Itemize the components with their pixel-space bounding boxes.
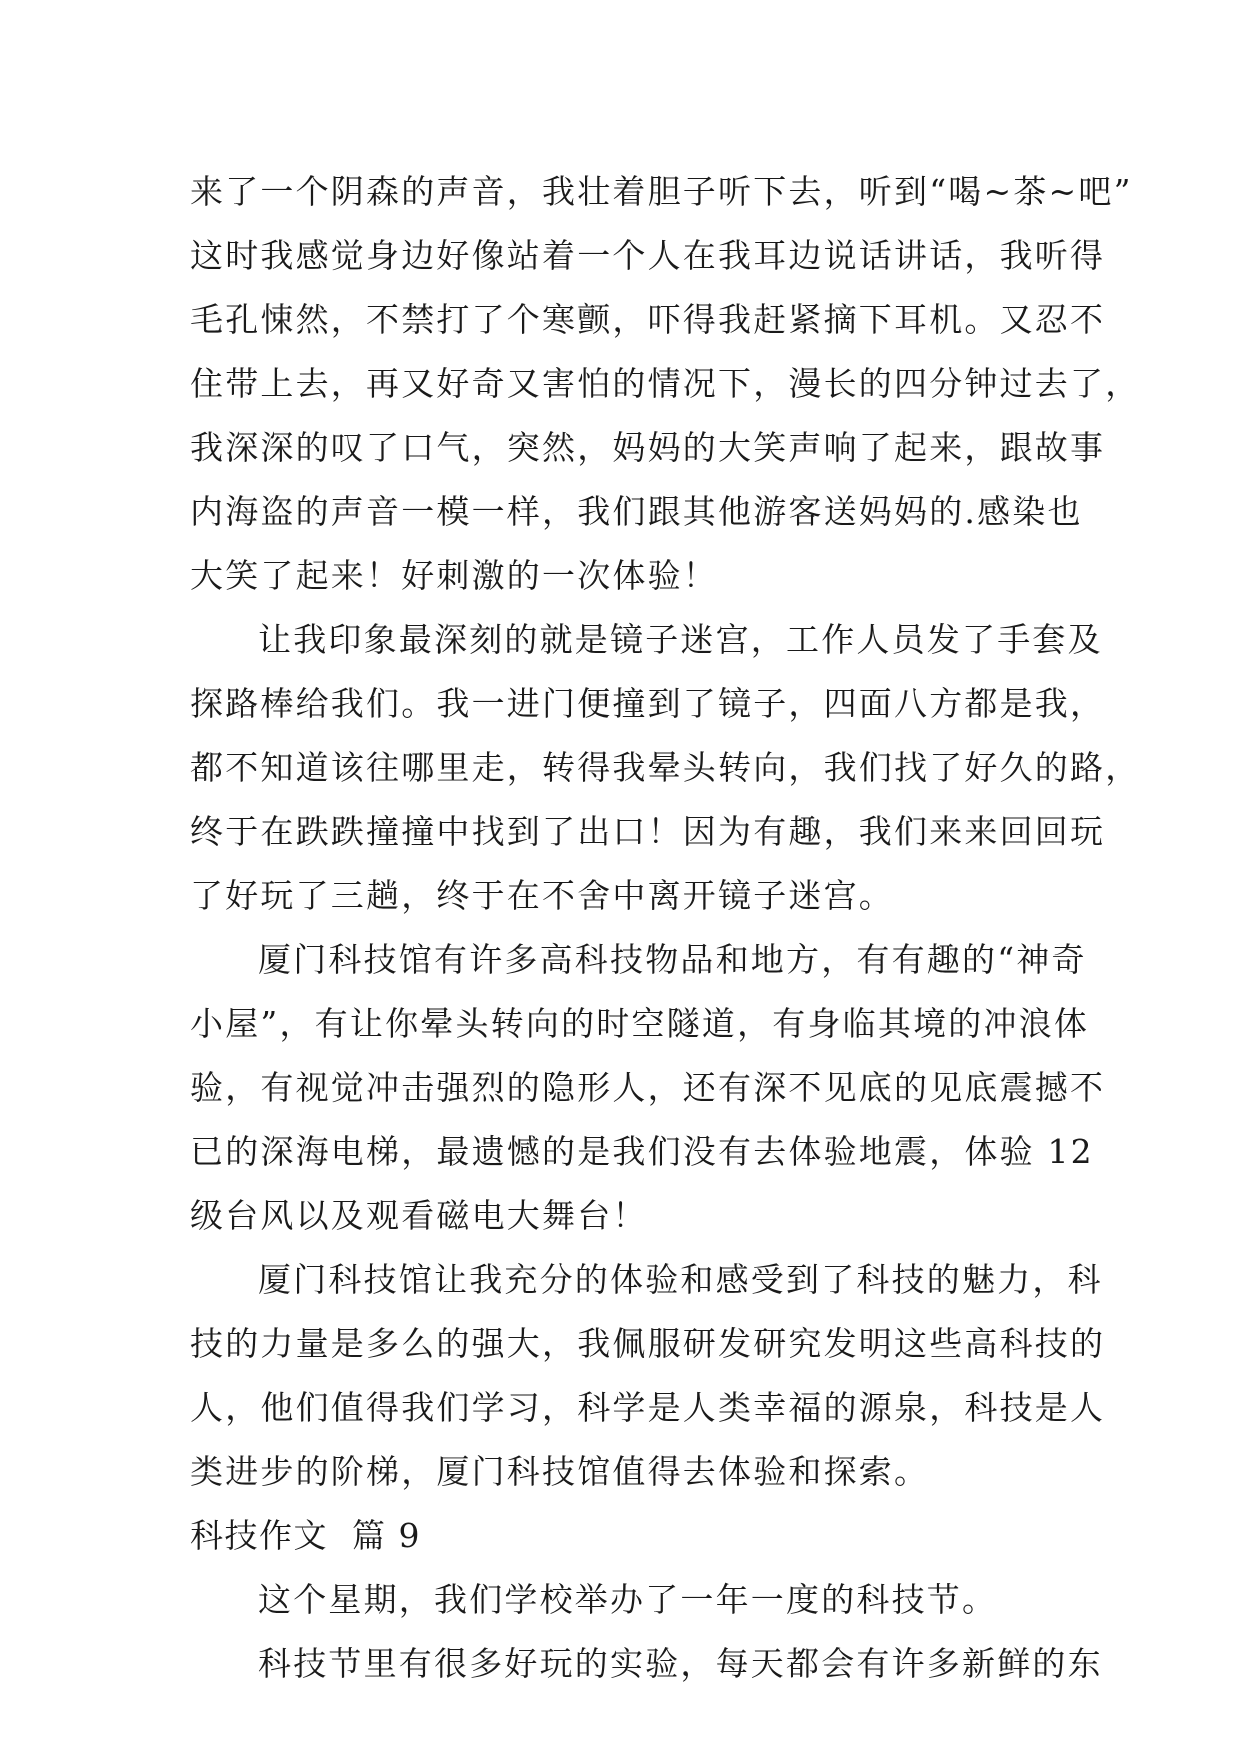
text-line: 大笑了起来！好刺激的一次体验！	[190, 556, 718, 595]
text-line: 探路棒给我们。我一进门便撞到了镜子，四面八方都是我，	[190, 684, 1106, 723]
text-line: 厦门科技馆让我充分的体验和感受到了科技的魅力，科	[258, 1260, 1103, 1299]
text-line: 类进步的阶梯，厦门科技馆值得去体验和探索。	[190, 1452, 930, 1491]
text-line: 科技节里有很多好玩的实验，每天都会有许多新鲜的东	[258, 1644, 1103, 1683]
text-line: 都不知道该往哪里走，转得我晕头转向，我们找了好久的路，	[190, 748, 1141, 787]
text-line: 级台风以及观看磁电大舞台！	[190, 1196, 648, 1235]
paragraph-continuation	[190, 160, 1141, 608]
text-line: 技的力量是多么的强大，我佩服研发研究发明这些高科技的	[190, 1324, 1106, 1363]
text-line: 内海盗的声音一模一样，我们跟其他游客送妈妈的.感染也	[190, 492, 1083, 531]
paragraph-mirror-maze	[190, 608, 1141, 928]
text-line: 我深深的叹了口气，突然，妈妈的大笑声响了起来，跟故事	[190, 428, 1106, 467]
text-line: 住带上去，再又好奇又害怕的情况下，漫长的四分钟过去了，	[190, 364, 1141, 403]
text-line: 这个星期，我们学校举办了一年一度的科技节。	[258, 1580, 998, 1619]
paragraph-next-section	[190, 1568, 1103, 1696]
text-line: 人，他们值得我们学习，科学是人类幸福的源泉，科技是人	[190, 1388, 1106, 1427]
document-body	[190, 160, 1141, 1696]
paragraph-science-museum	[190, 928, 1106, 1248]
text-line: 小屋”，有让你晕头转向的时空隧道，有身临其境的冲浪体	[190, 1004, 1090, 1043]
paragraph-conclusion	[190, 1248, 1106, 1504]
text-line: 了好玩了三趟，终于在不舍中离开镜子迷宫。	[190, 876, 894, 915]
text-line: 毛孔悚然，不禁打了个寒颤，吓得我赶紧摘下耳机。又忍不	[190, 300, 1106, 339]
text-line: 这时我感觉身边好像站着一个人在我耳边说话讲话，我听得	[190, 236, 1106, 275]
section-heading: 科技作文 篇 9	[190, 1516, 421, 1555]
text-line: 让我印象最深刻的就是镜子迷宫，工作人员发了手套及	[258, 620, 1103, 659]
text-line: 验，有视觉冲击强烈的隐形人，还有深不见底的见底震撼不	[190, 1068, 1106, 1107]
text-line: 已的深海电梯，最遗憾的是我们没有去体验地震，体验 12	[190, 1132, 1094, 1171]
text-line: 来了一个阴森的声音，我壮着胆子听下去，听到“喝~茶~吧”	[190, 172, 1133, 211]
text-line: 终于在跌跌撞撞中找到了出口！因为有趣，我们来来回回玩	[190, 812, 1106, 851]
text-line: 厦门科技馆有许多高科技物品和地方，有有趣的“神奇	[258, 940, 1087, 979]
